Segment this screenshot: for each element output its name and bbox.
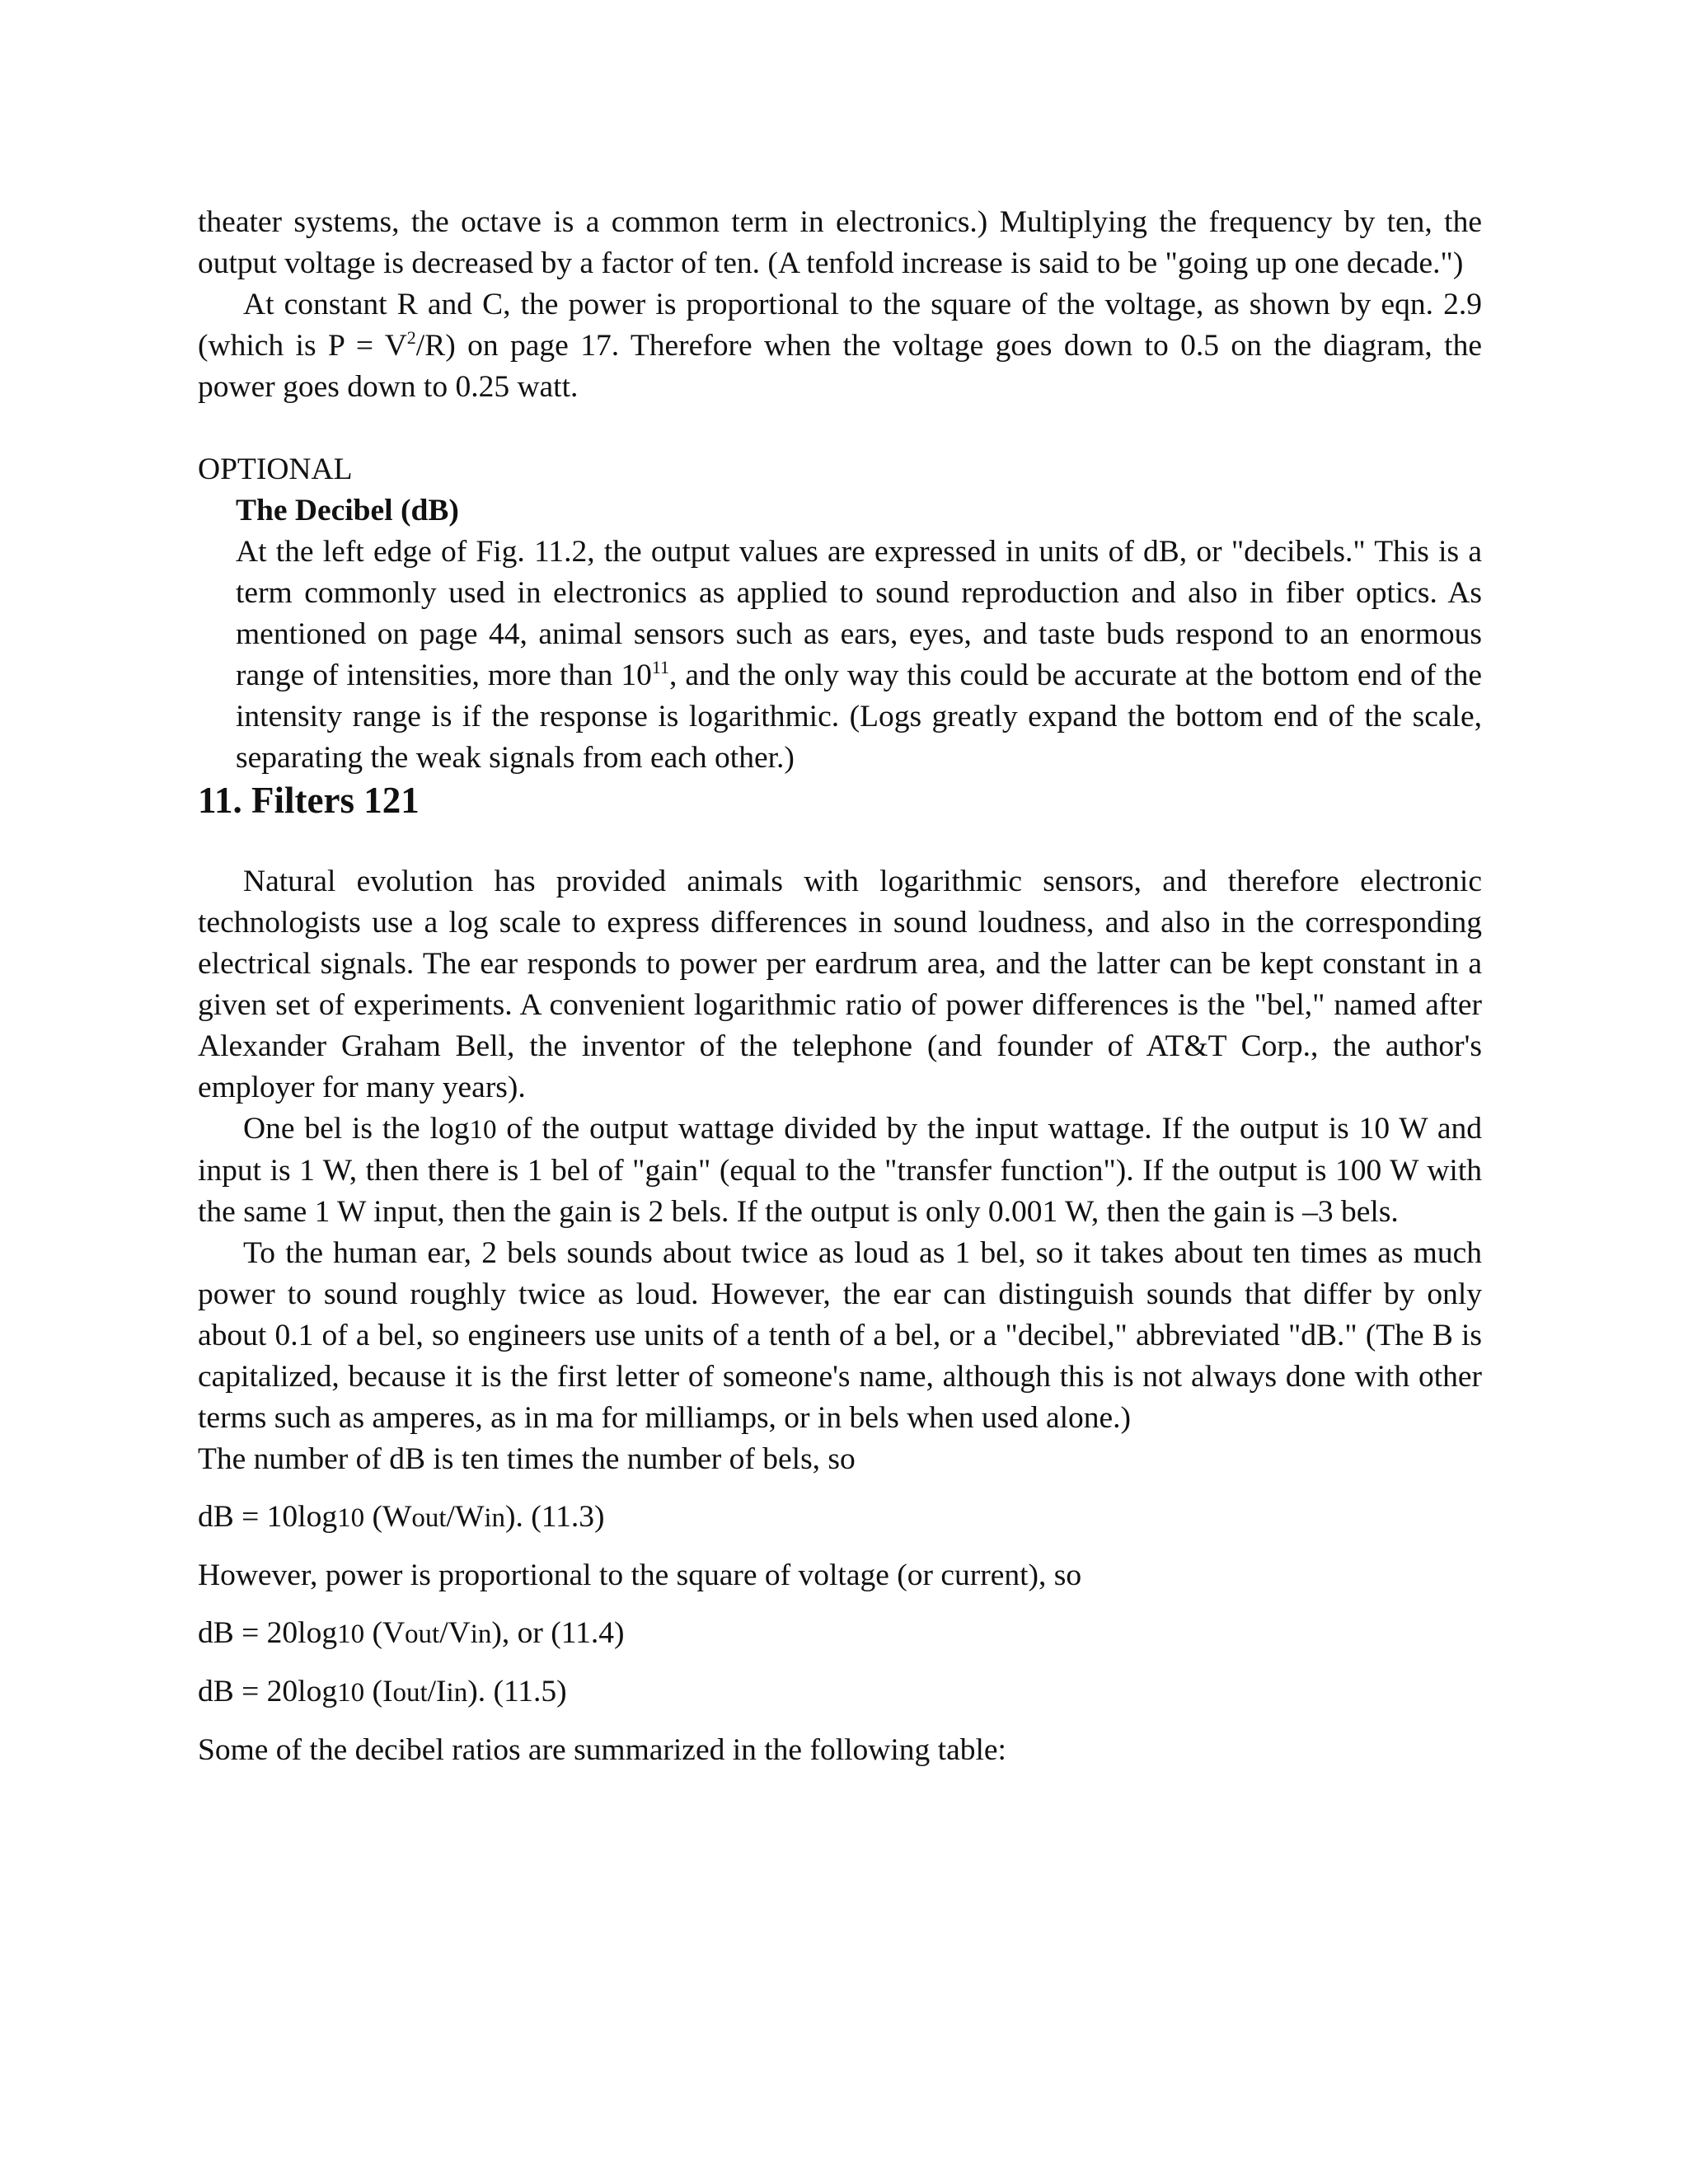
eq-part: /I (427, 1675, 447, 1708)
equation-11-5 (198, 1671, 1482, 1713)
eq-small: in (446, 1678, 468, 1708)
paragraph-human-ear: To the human ear, 2 bels sounds about twice as loud as 1 bel, so it takes about ten times as much power to sound roughly twice as loud. However, the ear can distinguish sounds that differ by only about 0.1 of a bel, so engineers use units of a tenth of a bel, or a "decibel," abbreviated "dB." (The B is capitalized, because it is the first letter of someone's name, although this is not always done with other terms such as amperes, as in ma for milliamps, or in bels when used alone.) (198, 1236, 1482, 1435)
eq-small: in (484, 1503, 506, 1533)
eq-small: in (470, 1619, 492, 1649)
eq-part: /V (439, 1616, 471, 1650)
eq-part: dB = 20log (198, 1616, 338, 1650)
text-run: At the left edge of Fig. 11.2, the output values are expressed in units of dB, or "decibels." This is a term commonly used in electronics as applied to sound reproduction and also in fiber optics. As mentioned on page 44, animal sensors such as ears, eyes, and taste buds respond to an enormous range of intensities, more than 10 (236, 535, 1482, 692)
eq-part: ), or (11.4) (491, 1616, 625, 1650)
text-run: , and the only way this could be accurate at the bottom end of the intensity range is if the response is logarithmic. (Logs greatly expand the bottom end of the scale, separating the weak signals from each other.) (236, 658, 1482, 775)
paragraph-bel-definition (198, 1108, 1482, 1233)
eq-small: 10 (337, 1503, 365, 1533)
eq-small: out (411, 1503, 447, 1533)
eq-part: ). (11.3) (505, 1500, 605, 1534)
subscript-text: 10 (469, 1115, 497, 1145)
section-heading: The Decibel (dB) (236, 494, 459, 527)
optional-label: OPTIONAL (198, 452, 353, 486)
eq-small: 10 (337, 1619, 365, 1649)
eq-part: ). (11.5) (467, 1675, 567, 1708)
eq-part: (I (364, 1675, 393, 1708)
text-run: of the output wattage divided by the input wattage. If the output is 10 W and input is 1 W, then there is 1 bel of "gain" (equal to the "transfer function"). If the output is 100 W with the same 1 W input, then the gain is 2 bels. If the output is only 0.001 W, then the gain is –3 bels. (198, 1112, 1482, 1229)
paragraph-evolution: Natural evolution has provided animals with logarithmic sensors, and therefore electronic technologists use a log scale to express differences in sound loudness, and also in the corresponding electrical signals. The ear responds to power per eardrum area, and the latter can be kept constant in a given set of experiments. A convenient logarithmic ratio of power differences is the "bel," named after Alexander Graham Bell, the inventor of the telephone (and founder of AT&T Corp., the author's employer for many years). (198, 865, 1482, 1104)
eq-part: (V (364, 1616, 406, 1650)
paragraph-power-voltage (198, 284, 1482, 408)
superscript: 2 (406, 327, 416, 348)
paragraph-octave: theater systems, the octave is a common term in electronics.) Multiplying the frequency by ten, the output voltage is decreased by a factor of ten. (A tenfold increase is said to be "going up one decade.") (198, 205, 1482, 280)
paragraph-table-intro: Some of the decibel ratios are summarized in the following table: (198, 1733, 1006, 1767)
equation-11-3 (198, 1497, 1482, 1539)
paragraph-power-square: However, power is proportional to the square of voltage (or current), so (198, 1558, 1082, 1592)
eq-part: /W (446, 1500, 485, 1534)
eq-small: out (405, 1619, 440, 1649)
running-head: 11. Filters 121 (198, 780, 420, 821)
superscript: 11 (651, 657, 670, 677)
text-run: At constant R and C, the power is proportional to the square of the voltage, as shown by eqn. 2.9 (which is P = V (198, 288, 1482, 363)
paragraph-decibel-intro (236, 532, 1482, 779)
equation-11-4 (198, 1613, 1482, 1655)
eq-part: dB = 20log (198, 1675, 338, 1708)
eq-part: dB = 10log (198, 1500, 338, 1534)
page-body (198, 202, 1482, 1771)
eq-part: (W (364, 1500, 412, 1534)
eq-small: out (392, 1678, 428, 1708)
eq-small: 10 (337, 1678, 365, 1708)
text-run: /R) on page 17. Therefore when the voltage goes down to 0.5 on the diagram, the power goes down to 0.25 watt. (198, 329, 1482, 404)
paragraph-db-bels: The number of dB is ten times the number of bels, so (198, 1442, 856, 1476)
indented-block (236, 532, 1482, 779)
text-run: One bel is the log (243, 1112, 470, 1146)
